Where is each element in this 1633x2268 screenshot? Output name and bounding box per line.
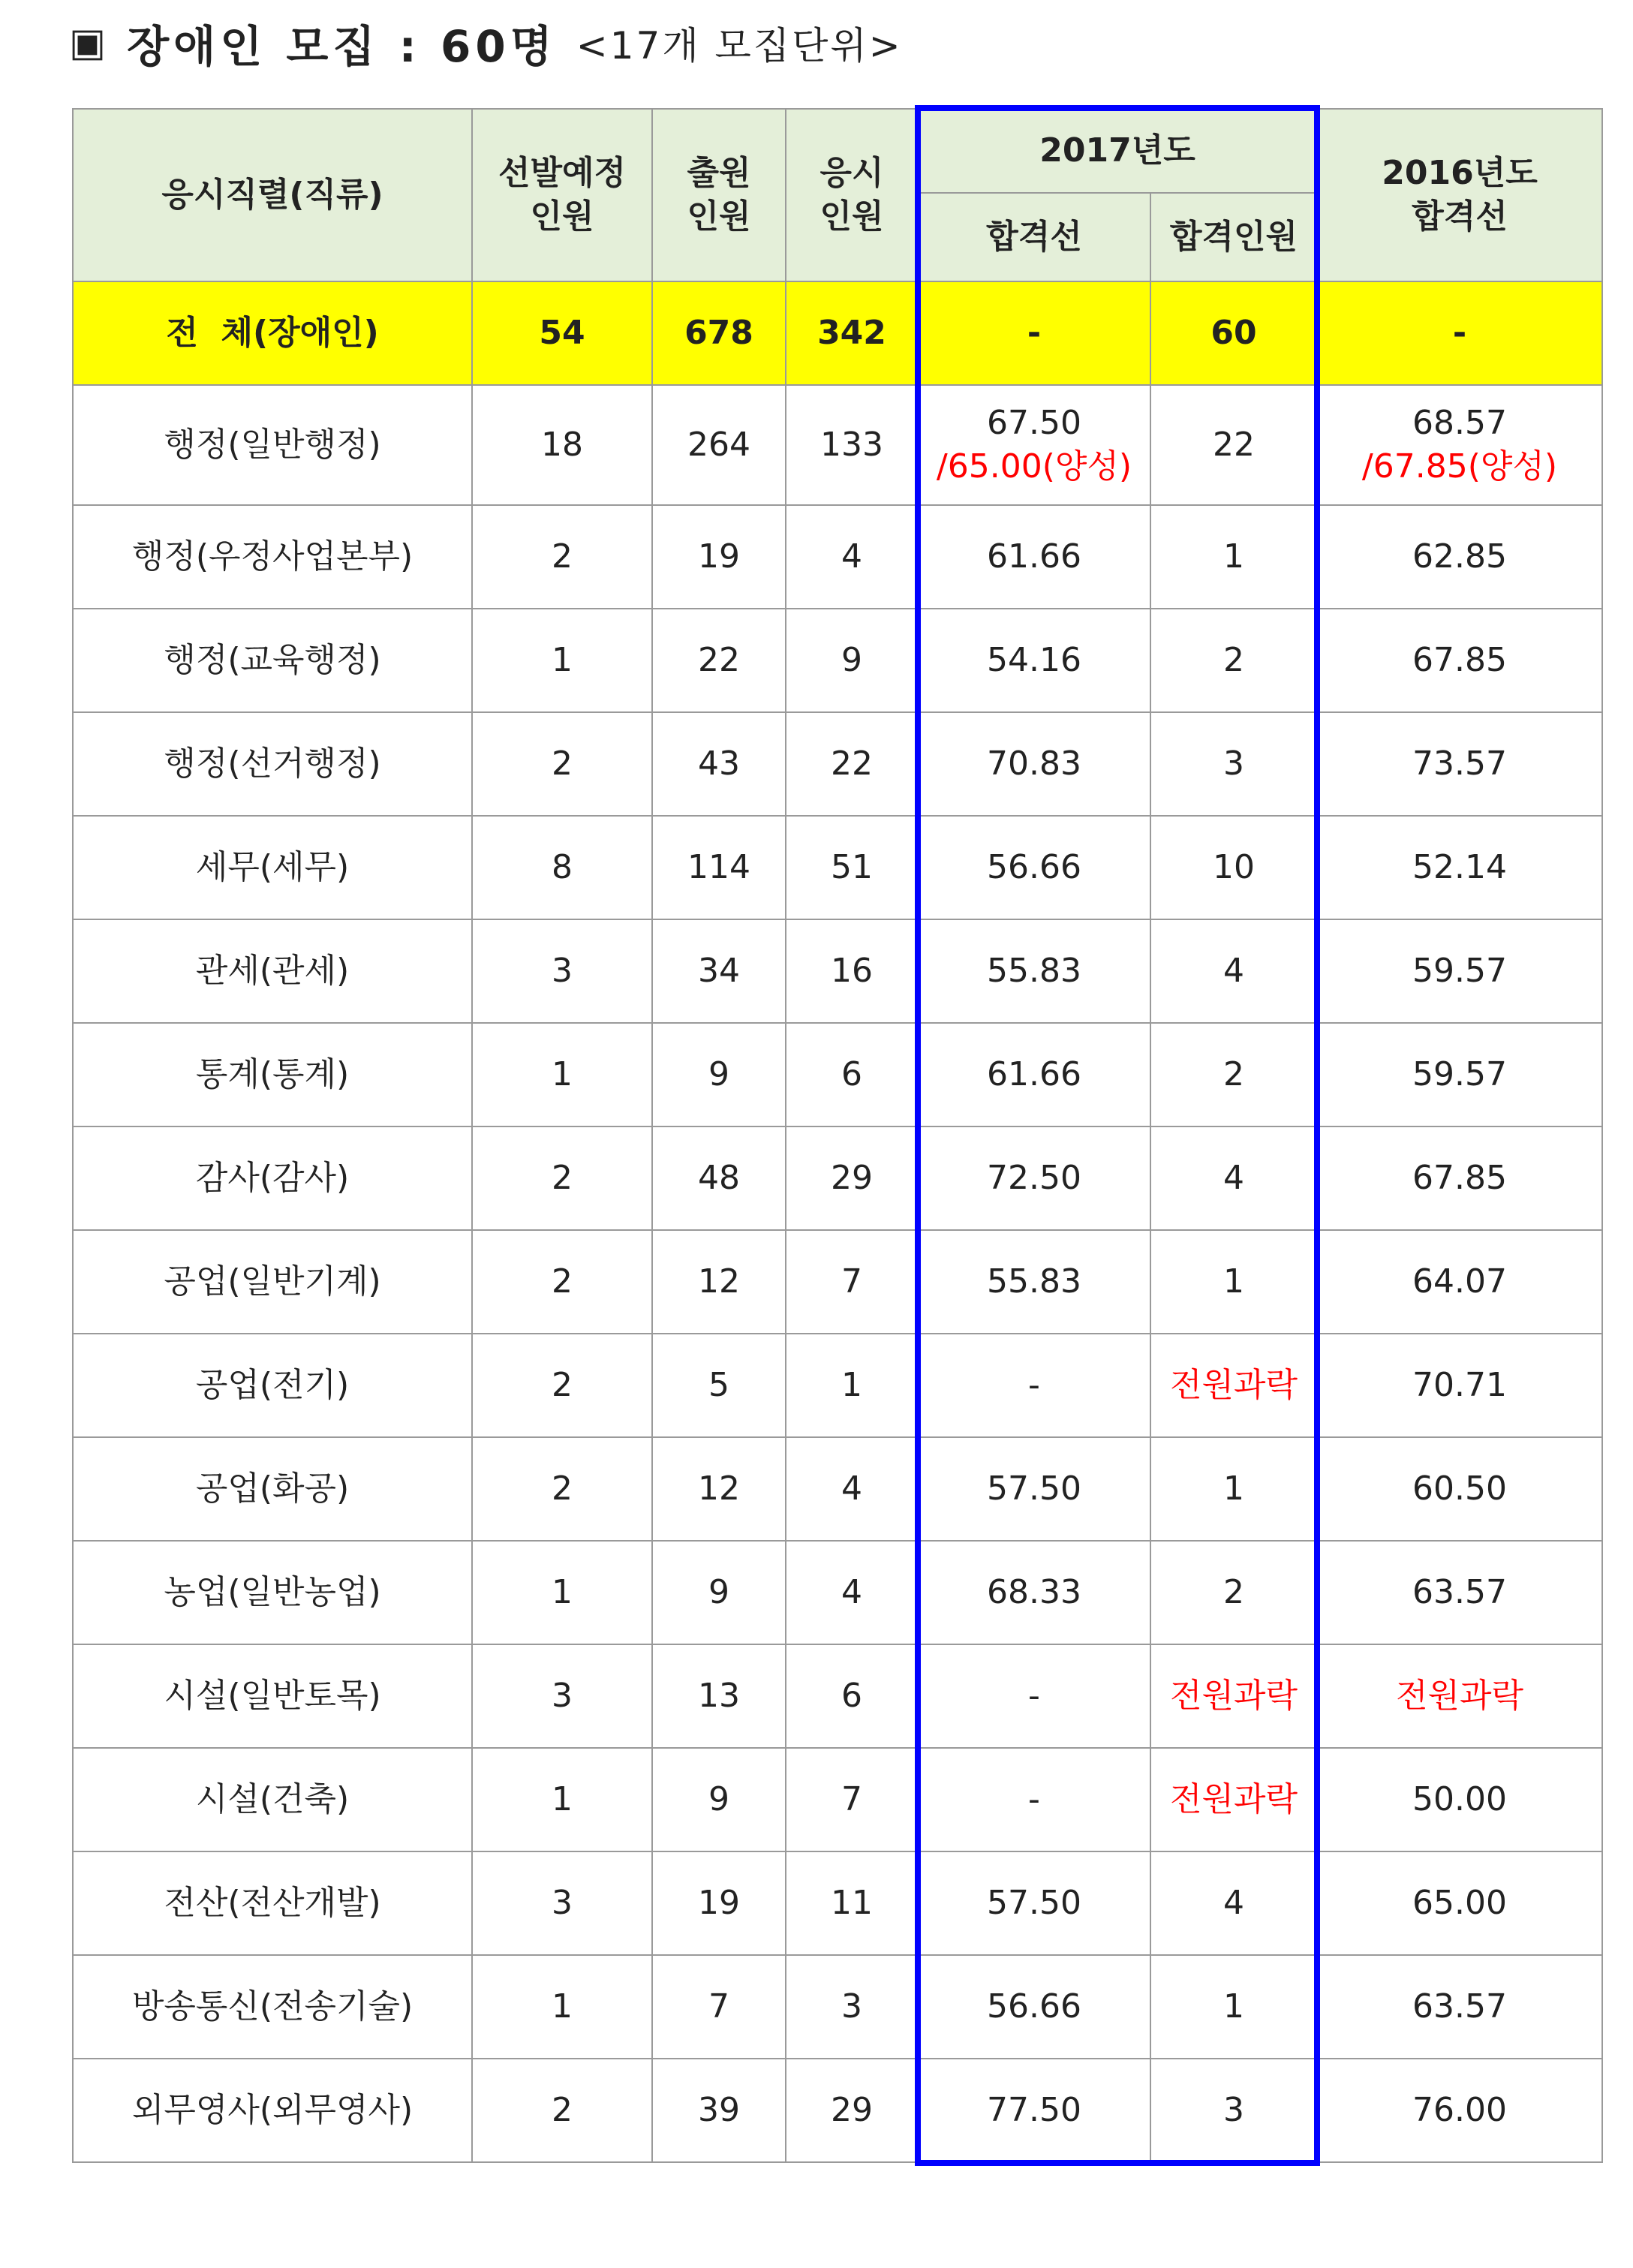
cell-name <box>73 1437 472 1541</box>
cell-value: 4 <box>841 1572 862 1611</box>
cell-value: 65.00 <box>1412 1883 1507 1922</box>
cell-value: 7 <box>708 1987 729 2026</box>
cell-taken <box>786 1230 918 1334</box>
cell-value: 8 <box>552 847 573 886</box>
cell-applied <box>652 1126 786 1230</box>
cell-passed-2017 <box>1150 1955 1317 2059</box>
cell-value: 76.00 <box>1412 2090 1507 2129</box>
cell-value: 전원과락 <box>1169 1365 1298 1404</box>
cell-taken <box>786 1437 918 1541</box>
cell-value: 12 <box>698 1469 740 1508</box>
cell-planned <box>472 712 652 816</box>
cell-value: 1 <box>1223 537 1244 576</box>
cell-value: 7 <box>841 1262 862 1301</box>
cell-planned <box>472 816 652 919</box>
cell-passed-2017 <box>1150 1851 1317 1955</box>
cell-value: 2 <box>1223 640 1244 679</box>
cell-value: 행정(일반행정) <box>164 425 381 464</box>
cell-value: 59.57 <box>1412 951 1507 990</box>
header-taken: 응시 인원 <box>786 109 918 281</box>
cell-name <box>73 1851 472 1955</box>
cell-cutoff-2017 <box>918 609 1150 712</box>
total-name: 전 체(장애인) <box>73 281 472 385</box>
cell-cutoff-2016 <box>1317 1748 1602 1851</box>
cell-passed-2017 <box>1150 1334 1317 1437</box>
cell-value: 133 <box>820 425 883 464</box>
cell-cutoff-2017 <box>918 1126 1150 1230</box>
cell-value: 농업(일반농업) <box>164 1572 381 1611</box>
cell-taken <box>786 505 918 609</box>
cell-cutoff-2017 <box>918 712 1150 816</box>
cell-applied <box>652 1023 786 1126</box>
cell-planned <box>472 1644 652 1748</box>
cell-applied <box>652 1748 786 1851</box>
cell-passed-2017 <box>1150 1541 1317 1644</box>
cell-value: 2 <box>552 1158 573 1197</box>
header-planned: 선발예정 인원 <box>472 109 652 281</box>
table-row <box>73 1541 1602 1644</box>
title-main: 장애인 모집 : 60명 <box>127 21 557 72</box>
cell-passed-2017 <box>1150 919 1317 1023</box>
cell-name <box>73 385 472 505</box>
cell-value: 2 <box>552 1365 573 1404</box>
cell-name <box>73 1023 472 1126</box>
cell-value: 48 <box>698 1158 740 1197</box>
cell-value: 114 <box>687 847 750 886</box>
cell-applied <box>652 1541 786 1644</box>
cell-passed-2017 <box>1150 1644 1317 1748</box>
total-taken: 342 <box>786 281 918 385</box>
cell-value: 시설(건축) <box>195 1779 350 1818</box>
cell-value: 1 <box>552 1779 573 1818</box>
cell-planned <box>472 1126 652 1230</box>
cell-passed-2017 <box>1150 2059 1317 2162</box>
cell-taken <box>786 1955 918 2059</box>
cell-applied <box>652 1955 786 2059</box>
cell-value: 68.57 <box>1412 403 1507 442</box>
cell-value: 73.57 <box>1412 744 1507 783</box>
cell-value: 29 <box>831 1158 873 1197</box>
cell-value: 행정(선거행정) <box>164 744 381 783</box>
cell-planned <box>472 1851 652 1955</box>
cell-cutoff-2017 <box>918 1334 1150 1437</box>
cell-value: 34 <box>698 951 740 990</box>
cell-value: 3 <box>841 1987 862 2026</box>
header-position: 응시직렬(직류) <box>73 109 472 281</box>
cell-taken <box>786 1541 918 1644</box>
cell-value: 3 <box>1223 2090 1244 2129</box>
cell-value: 9 <box>708 1779 729 1818</box>
cell-name <box>73 1644 472 1748</box>
cell-value: 11 <box>831 1883 873 1922</box>
cell-planned <box>472 505 652 609</box>
cell-value: 57.50 <box>987 1883 1081 1922</box>
cell-cutoff-2017 <box>918 2059 1150 2162</box>
table-row <box>73 505 1602 609</box>
cell-value: 29 <box>831 2090 873 2129</box>
cell-planned <box>472 2059 652 2162</box>
cell-value: 6 <box>841 1676 862 1715</box>
cell-passed-2017 <box>1150 609 1317 712</box>
cell-applied <box>652 712 786 816</box>
cell-planned <box>472 609 652 712</box>
cell-value: 9 <box>708 1054 729 1093</box>
cell-value: 264 <box>687 425 750 464</box>
cell-cutoff-2016 <box>1317 505 1602 609</box>
cell-passed-2017 <box>1150 1437 1317 1541</box>
cell-passed-2017 <box>1150 385 1317 505</box>
cell-passed-2017 <box>1150 1230 1317 1334</box>
cell-cutoff-2017 <box>918 1230 1150 1334</box>
cell-passed-2017 <box>1150 1126 1317 1230</box>
cell-applied <box>652 816 786 919</box>
cell-value: 59.57 <box>1412 1054 1507 1093</box>
cell-planned <box>472 919 652 1023</box>
cell-cutoff-2016 <box>1317 712 1602 816</box>
header-applied: 출원 인원 <box>652 109 786 281</box>
cell-taken <box>786 1644 918 1748</box>
cell-taken <box>786 1126 918 1230</box>
cell-value: 51 <box>831 847 873 886</box>
cell-planned <box>472 1541 652 1644</box>
cell-cutoff-2017 <box>918 1023 1150 1126</box>
cell-cutoff-2016 <box>1317 1334 1602 1437</box>
table-row <box>73 1644 1602 1748</box>
cell-value: 70.83 <box>987 744 1081 783</box>
cell-value: 67.85 <box>1412 640 1507 679</box>
page-title <box>69 9 903 77</box>
cell-planned <box>472 1230 652 1334</box>
cell-extra-value: /65.00(양성) <box>936 447 1132 486</box>
cell-value: 4 <box>841 1469 862 1508</box>
cell-taken <box>786 816 918 919</box>
cell-taken <box>786 609 918 712</box>
cell-cutoff-2016 <box>1317 1644 1602 1748</box>
cell-name <box>73 919 472 1023</box>
cell-value: 1 <box>552 640 573 679</box>
cell-cutoff-2016 <box>1317 816 1602 919</box>
cell-value: 전산(전산개발) <box>164 1883 381 1922</box>
cell-value: 57.50 <box>987 1469 1081 1508</box>
cell-value: 55.83 <box>987 1262 1081 1301</box>
cell-value: - <box>1028 1676 1040 1715</box>
header-row-1 <box>73 109 1602 193</box>
cell-value: 3 <box>1223 744 1244 783</box>
cell-value: 43 <box>698 744 740 783</box>
cell-value: 행정(우정사업본부) <box>131 537 414 576</box>
cell-value: 70.71 <box>1412 1365 1507 1404</box>
table-row <box>73 1437 1602 1541</box>
cell-passed-2017 <box>1150 1023 1317 1126</box>
cell-value: 외무영사(외무영사) <box>131 2090 414 2129</box>
total-cutoff-2016: - <box>1317 281 1602 385</box>
table-row <box>73 1851 1602 1955</box>
cell-value: 19 <box>698 1883 740 1922</box>
cell-value: 55.83 <box>987 951 1081 990</box>
cell-value: 전원과락 <box>1169 1676 1298 1715</box>
cell-planned <box>472 1334 652 1437</box>
cell-planned <box>472 1955 652 2059</box>
cell-cutoff-2017 <box>918 919 1150 1023</box>
cell-cutoff-2016 <box>1317 609 1602 712</box>
cell-value: 2 <box>552 2090 573 2129</box>
cell-cutoff-2016 <box>1317 1437 1602 1541</box>
cell-cutoff-2017 <box>918 1437 1150 1541</box>
cell-taken <box>786 919 918 1023</box>
cell-planned <box>472 1023 652 1126</box>
recruitment-table <box>72 108 1603 2163</box>
total-applied: 678 <box>652 281 786 385</box>
cell-value: 1 <box>552 1572 573 1611</box>
cell-taken <box>786 1748 918 1851</box>
cell-value: 4 <box>1223 1883 1244 1922</box>
cell-applied <box>652 385 786 505</box>
cell-value: 1 <box>552 1987 573 2026</box>
cell-value: 13 <box>698 1676 740 1715</box>
cell-value: 관세(관세) <box>195 951 350 990</box>
cell-value: 22 <box>1213 425 1255 464</box>
table-row <box>73 2059 1602 2162</box>
cell-cutoff-2017 <box>918 816 1150 919</box>
cell-value: 1 <box>841 1365 862 1404</box>
cell-taken <box>786 1851 918 1955</box>
cell-applied <box>652 1230 786 1334</box>
cell-value: 67.50 <box>987 403 1081 442</box>
cell-value: 공업(화공) <box>195 1469 350 1508</box>
cell-value: 3 <box>552 1676 573 1715</box>
table-row <box>73 1023 1602 1126</box>
cell-passed-2017 <box>1150 816 1317 919</box>
cell-value: 공업(일반기계) <box>164 1262 381 1301</box>
cell-taken <box>786 1334 918 1437</box>
cell-value: 18 <box>541 425 583 464</box>
cell-cutoff-2016 <box>1317 385 1602 505</box>
cell-value: 68.33 <box>987 1572 1081 1611</box>
cell-name <box>73 2059 472 2162</box>
cell-planned <box>472 1437 652 1541</box>
cell-value: 전원과락 <box>1395 1676 1523 1715</box>
header-passed-2017: 합격인원 <box>1150 193 1317 281</box>
cell-value: 방송통신(전송기술) <box>131 1987 414 2026</box>
cell-value: 22 <box>831 744 873 783</box>
cell-value: 세무(세무) <box>195 847 350 886</box>
cell-value: 54.16 <box>987 640 1081 679</box>
cell-cutoff-2016 <box>1317 2059 1602 2162</box>
cell-name <box>73 712 472 816</box>
cell-value: 52.14 <box>1412 847 1507 886</box>
cell-cutoff-2017 <box>918 1541 1150 1644</box>
table-row <box>73 385 1602 505</box>
cell-value: 50.00 <box>1412 1779 1507 1818</box>
cell-name <box>73 1955 472 2059</box>
cell-value: 시설(일반토목) <box>164 1676 381 1715</box>
cell-name <box>73 505 472 609</box>
cell-cutoff-2017 <box>918 1955 1150 2059</box>
cell-value: - <box>1028 1365 1040 1404</box>
cell-value: 64.07 <box>1412 1262 1507 1301</box>
cell-applied <box>652 2059 786 2162</box>
table-row <box>73 1230 1602 1334</box>
cell-value: 2 <box>552 1469 573 1508</box>
table-row <box>73 919 1602 1023</box>
cell-cutoff-2016 <box>1317 1955 1602 2059</box>
header-year-2017: 2017년도 <box>918 109 1317 193</box>
cell-name <box>73 1334 472 1437</box>
cell-value: 4 <box>1223 1158 1244 1197</box>
table-row <box>73 1748 1602 1851</box>
cell-value: 63.57 <box>1412 1987 1507 2026</box>
cell-taken <box>786 385 918 505</box>
cell-value: 5 <box>708 1365 729 1404</box>
cell-value: 2 <box>552 1262 573 1301</box>
cell-applied <box>652 1644 786 1748</box>
cell-applied <box>652 1334 786 1437</box>
title-sub: <17개 모집단위> <box>576 24 903 68</box>
table-row <box>73 712 1602 816</box>
cell-value: 1 <box>552 1054 573 1093</box>
table-row <box>73 816 1602 919</box>
cell-value: 77.50 <box>987 2090 1081 2129</box>
cell-name <box>73 1126 472 1230</box>
cell-value: 행정(교육행정) <box>164 640 381 679</box>
table-row <box>73 1334 1602 1437</box>
cell-value: 2 <box>1223 1572 1244 1611</box>
cell-cutoff-2016 <box>1317 919 1602 1023</box>
cell-value: 감사(감사) <box>195 1158 350 1197</box>
cell-applied <box>652 1851 786 1955</box>
cell-cutoff-2016 <box>1317 1230 1602 1334</box>
cell-applied <box>652 505 786 609</box>
cell-applied <box>652 1437 786 1541</box>
cell-value: 10 <box>1213 847 1255 886</box>
cell-value: 12 <box>698 1262 740 1301</box>
cell-cutoff-2017 <box>918 1748 1150 1851</box>
total-planned: 54 <box>472 281 652 385</box>
cell-value: 63.57 <box>1412 1572 1507 1611</box>
table-row <box>73 609 1602 712</box>
cell-value: 61.66 <box>987 1054 1081 1093</box>
cell-name <box>73 1748 472 1851</box>
table-row <box>73 1126 1602 1230</box>
cell-value: 67.85 <box>1412 1158 1507 1197</box>
cell-value: 3 <box>552 951 573 990</box>
header-cutoff-2017: 합격선 <box>918 193 1150 281</box>
cell-extra-value: /67.85(양성) <box>1361 447 1558 486</box>
cell-value: 7 <box>841 1779 862 1818</box>
cell-value: 1 <box>1223 1262 1244 1301</box>
cell-taken <box>786 2059 918 2162</box>
cell-value: 2 <box>1223 1054 1244 1093</box>
cell-value: 1 <box>1223 1469 1244 1508</box>
cell-value: 4 <box>1223 951 1244 990</box>
cell-taken <box>786 1023 918 1126</box>
cell-value: - <box>1028 1779 1040 1818</box>
cell-value: 72.50 <box>987 1158 1081 1197</box>
cell-passed-2017 <box>1150 505 1317 609</box>
cell-value: 22 <box>698 640 740 679</box>
cell-passed-2017 <box>1150 1748 1317 1851</box>
cell-applied <box>652 919 786 1023</box>
table-row <box>73 1955 1602 2059</box>
total-row <box>73 281 1602 385</box>
cell-name <box>73 1541 472 1644</box>
cell-cutoff-2017 <box>918 505 1150 609</box>
cell-name <box>73 1230 472 1334</box>
cell-value: 16 <box>831 951 873 990</box>
cell-cutoff-2016 <box>1317 1851 1602 1955</box>
cell-planned <box>472 1748 652 1851</box>
cell-value: 3 <box>552 1883 573 1922</box>
cell-taken <box>786 712 918 816</box>
cell-value: 56.66 <box>987 1987 1081 2026</box>
cell-value: 2 <box>552 537 573 576</box>
cell-name <box>73 609 472 712</box>
cell-passed-2017 <box>1150 712 1317 816</box>
cell-cutoff-2017 <box>918 385 1150 505</box>
cell-value: 56.66 <box>987 847 1081 886</box>
cell-cutoff-2016 <box>1317 1126 1602 1230</box>
cell-value: 60.50 <box>1412 1469 1507 1508</box>
total-cutoff-2017: - <box>918 281 1150 385</box>
cell-value: 6 <box>841 1054 862 1093</box>
cell-cutoff-2017 <box>918 1851 1150 1955</box>
cell-value: 전원과락 <box>1169 1779 1298 1818</box>
cell-value: 통계(통계) <box>195 1054 350 1093</box>
cell-value: 2 <box>552 744 573 783</box>
cell-cutoff-2016 <box>1317 1023 1602 1126</box>
cell-name <box>73 816 472 919</box>
cell-cutoff-2017 <box>918 1644 1150 1748</box>
cell-value: 61.66 <box>987 537 1081 576</box>
header-cutoff-2016: 2016년도 합격선 <box>1317 109 1602 281</box>
cell-value: 39 <box>698 2090 740 2129</box>
cell-value: 공업(전기) <box>195 1365 350 1404</box>
cell-applied <box>652 609 786 712</box>
cell-planned <box>472 385 652 505</box>
total-passed-2017: 60 <box>1150 281 1317 385</box>
square-bullet-icon: ▣ <box>69 20 107 65</box>
cell-cutoff-2016 <box>1317 1541 1602 1644</box>
cell-value: 9 <box>841 640 862 679</box>
cell-value: 1 <box>1223 1987 1244 2026</box>
cell-value: 4 <box>841 537 862 576</box>
cell-value: 9 <box>708 1572 729 1611</box>
cell-value: 19 <box>698 537 740 576</box>
cell-value: 62.85 <box>1412 537 1507 576</box>
